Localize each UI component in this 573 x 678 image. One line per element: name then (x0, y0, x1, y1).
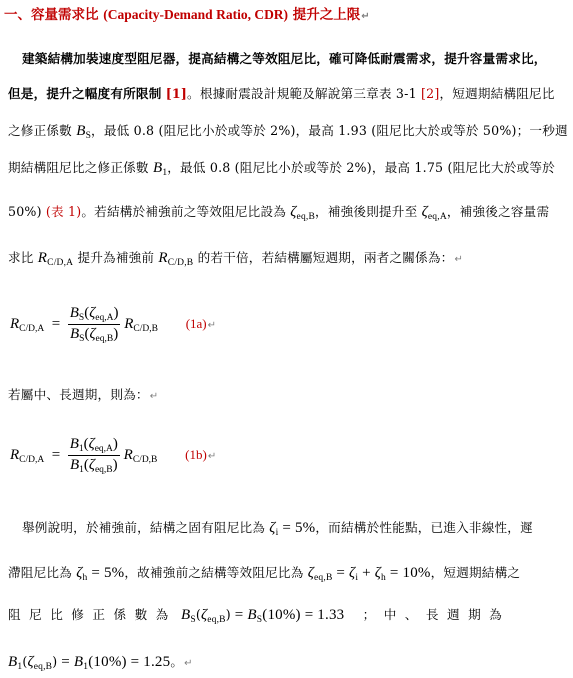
subscript: eq,A (95, 313, 114, 323)
equation-fraction: $\frac{B_1(\zeta_{eq,A})}{B_1(\zeta_{eq,B})}$ (69, 436, 118, 475)
para2-text: ，短週期結構之 (430, 565, 521, 580)
value-5pct: = 5% (87, 565, 125, 581)
heading-suffix: 提升之上限 (288, 7, 361, 23)
para2-text: ，而結構於性能點，已進入非線性，遲 (315, 520, 533, 535)
symbol-zeta: ζ (269, 520, 276, 536)
para1-line5 (8, 201, 563, 228)
eq-symbol-B: B (69, 305, 79, 321)
para1-text: 之修正係數 (8, 123, 77, 138)
paragraph-mark-icon: ↵ (361, 11, 370, 22)
subscript: C/D,A (19, 454, 45, 465)
symbol-zeta: ζ (76, 565, 83, 581)
subscript: eq,B (94, 465, 113, 475)
para2-text: 滯阻尼比為 (8, 565, 77, 580)
paragraph-mark-icon: ↵ (149, 391, 159, 402)
para2-line2: 滯阻尼比為 $\zeta_h = 5\%$，故補強前之結構等效阻尼比為 $\zeta_{eq,B} = \zeta_i + \zeta_h = 10\%$，短週期結構之 (8, 565, 521, 583)
para1-bold-text: 建築結構加裝速度型阻尼器，提高結構之等效阻尼比，確可降低耐震需求，提升容量需求比， (22, 51, 547, 66)
subscript: S (85, 131, 92, 141)
paragraph-mark-icon: ↵ (207, 450, 217, 462)
subscript: h (82, 573, 88, 583)
para1-text: 提升為補強前 (73, 250, 159, 265)
subscript: eq,B (207, 615, 226, 625)
eq-symbol-R: R (10, 446, 20, 463)
symbol-zeta: ζ (27, 654, 34, 670)
value-1-25: (10%) = 1.25 (88, 654, 171, 670)
para2-text: ；中、長週期為 (362, 607, 511, 622)
para1-text: 。若結構於補強前之等效阻尼比設為 (81, 204, 291, 219)
eq-symbol-R: R (10, 315, 20, 332)
symbol-zeta: ζ (290, 204, 297, 220)
para1-line4 (8, 157, 563, 184)
value-1-33: (10%) = 1.33 (262, 607, 345, 623)
eq-symbol-R: R (123, 446, 133, 463)
para1-text: 50%) (8, 204, 46, 219)
para1-text: 求比 (8, 250, 38, 265)
subscript: 1 (79, 465, 84, 475)
subscript: eq,B (314, 573, 333, 583)
subscript: eq,A (427, 212, 447, 222)
equation-1b: $R_{C/D,A}$ = $\frac{B_1(\zeta_{eq,A})}{B_1(\zeta_{eq,B})}$ $R_{C/D,B}$ (1b)↵ (10, 436, 217, 475)
para1-text: 。根據耐震設計規範及解說第三章表 3-1 (187, 86, 422, 101)
paragraph-mark-icon: ↵ (454, 254, 464, 265)
subscript: h (381, 573, 386, 583)
equation-label: (1a) (185, 315, 207, 331)
para2-line1 (22, 517, 573, 544)
subscript: S (256, 615, 263, 625)
subscript: C/D,A (19, 323, 45, 334)
subscript: S (190, 615, 196, 625)
para1-text: ，最低 0.8 (阻尼比小於或等於 2%)，最高 1.93 (阻尼比大於或等於 50%)；一秒週 (91, 123, 568, 138)
subscript: eq,B (33, 662, 53, 672)
eq-symbol-zeta: ζ (88, 457, 95, 473)
subscript: 1 (162, 168, 168, 178)
subscript: eq,A (94, 444, 113, 454)
subscript: S (78, 313, 85, 323)
heading-en: (Capacity-Demand Ratio, CDR) (103, 7, 289, 22)
table-reference[interactable]: (表 1) (45, 204, 82, 219)
para2-line3: 阻尼比修正係數為 $B_S(\zeta_{eq,B}) = B_S(10\%) = 1.33$ ；中、長週期為 (8, 607, 511, 625)
subscript: 1 (78, 444, 84, 454)
para1-bold-text2: 但是，提升之幅度有所限制 (8, 86, 162, 101)
equation-fraction: $\frac{B_S(\zeta_{eq,A})}{B_S(\zeta_{eq,B})}$ (69, 305, 119, 344)
symbol-B: B (180, 607, 191, 623)
eq-symbol-zeta: ζ (89, 305, 96, 321)
symbol-B: B (73, 654, 84, 670)
para1-line3 (8, 120, 568, 147)
subscript: i (275, 528, 279, 538)
para1-text: 的若干倍，若結構屬短週期，兩者之關係為： (193, 250, 454, 265)
subscript: C/D,A (47, 258, 74, 268)
heading-prefix: 一、容量需求比 (4, 7, 104, 23)
para2-text: 阻尼比修正係數為 (8, 607, 177, 622)
equation-label: (1b) (185, 446, 207, 462)
eq-symbol-zeta: ζ (88, 436, 95, 452)
citation-1[interactable]: [1] (165, 86, 188, 101)
para2-line4: $B_1(\zeta_{eq,B}) = B_1(10\%) = 1.25$。↵ (8, 654, 193, 672)
citation-2[interactable]: [2] (421, 86, 440, 101)
symbol-B: B (8, 654, 18, 670)
eq-symbol-B: B (69, 436, 79, 452)
para1-line1 (22, 48, 573, 70)
para1-text: ，補強後之容量需 (446, 204, 550, 219)
symbol-R: R (158, 250, 168, 266)
eq-symbol-R: R (124, 315, 134, 332)
symbol-zeta: ζ (349, 565, 356, 581)
mid-text: 若屬中、長週期，則為： (8, 387, 149, 402)
section-heading (4, 3, 569, 23)
para1-text: 期結構阻尼比之修正係數 (8, 160, 153, 175)
eq-symbol-B: B (69, 326, 80, 342)
para1-line2 (8, 83, 563, 105)
para1-text: ，短週期結構阻尼比 (439, 86, 555, 101)
subscript: S (79, 334, 85, 344)
eq-symbol-zeta: ζ (89, 326, 96, 342)
symbol-B: B (152, 160, 163, 176)
symbol-zeta: ζ (200, 607, 208, 623)
mid-text-line (8, 384, 563, 408)
para2-text: 舉例說明，於補強前，結構之固有阻尼比為 (22, 520, 270, 535)
paragraph-mark-icon: ↵ (184, 658, 193, 669)
eq-symbol-B: B (69, 457, 80, 473)
subscript: eq,B (296, 212, 316, 222)
para1-text: ，最低 0.8 (阻尼比小於或等於 2%)，最高 1.75 (阻尼比大於或等於 (167, 160, 555, 175)
para1-text: ，補強後則提升至 (315, 204, 422, 219)
subscript: C/D,B (167, 258, 194, 268)
subscript: eq,B (95, 334, 114, 344)
symbol-zeta: ζ (421, 204, 428, 220)
symbol-R: R (37, 250, 48, 266)
para1-line6 (8, 247, 563, 274)
para2-text: 。 (170, 654, 184, 669)
subscript: 1 (17, 662, 23, 672)
value-10pct: = 10% (385, 565, 431, 581)
subscript: i (355, 573, 359, 583)
symbol-B: B (247, 607, 257, 623)
subscript: C/D,B (132, 454, 158, 465)
paragraph-mark-icon: ↵ (207, 319, 217, 331)
symbol-B: B (76, 123, 86, 139)
subscript: C/D,B (133, 323, 158, 334)
equation-1a: $R_{C/D,A}$ = $\frac{B_S(\zeta_{eq,A})}{B_S(\zeta_{eq,B})}$ $R_{C/D,B}$ (1a)↵ (10, 305, 217, 344)
value-5pct: = 5% (278, 520, 316, 536)
para2-text: ，故補強前之結構等效阻尼比為 (124, 565, 308, 580)
subscript: 1 (83, 662, 89, 672)
symbol-zeta: ζ (307, 565, 314, 581)
symbol-zeta: ζ (374, 565, 382, 581)
